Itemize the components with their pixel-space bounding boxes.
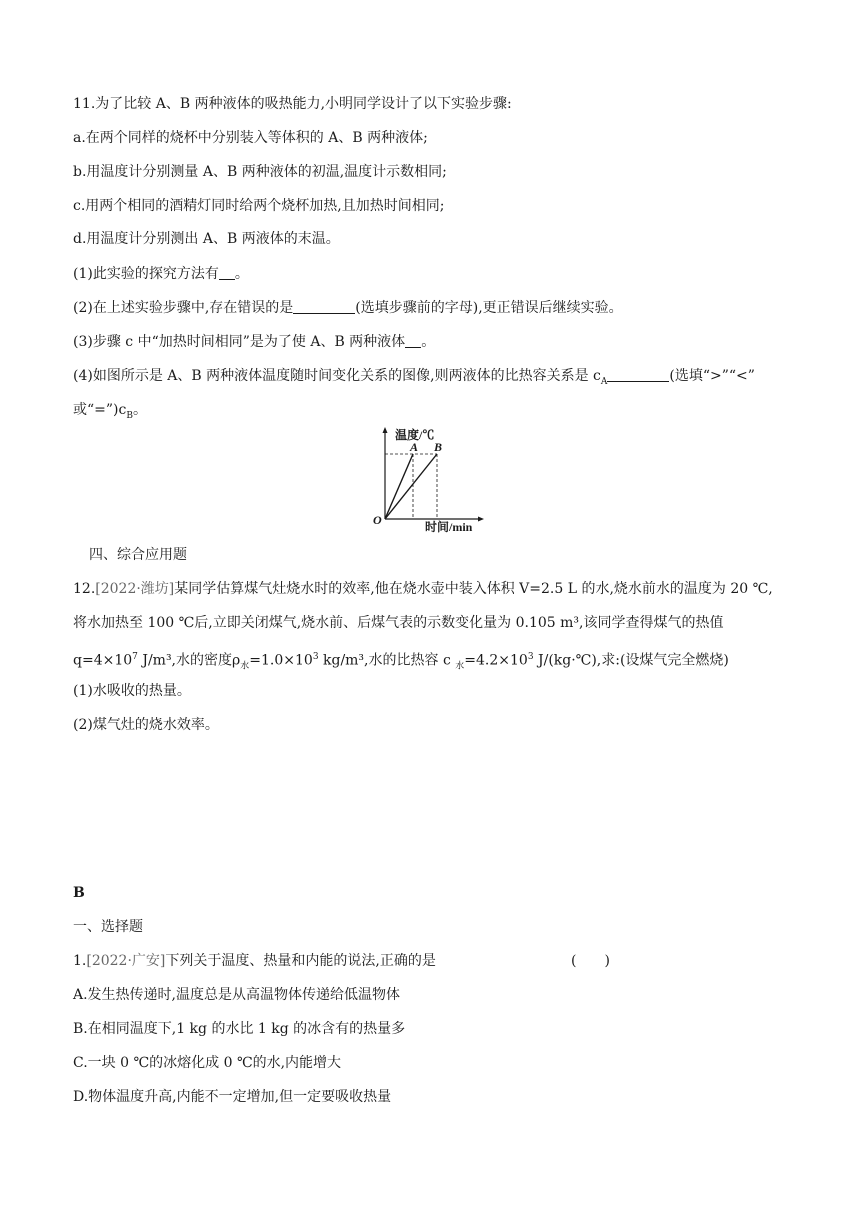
b-q1-option-b: B.在相同温度下,1 kg 的水比 1 kg 的冰含有的热量多 xyxy=(73,1021,406,1037)
q12-line3-seg: kg/m³,水的比热容 c xyxy=(318,652,456,669)
line-a-label: A xyxy=(410,440,419,454)
q12-source: [2022·潍坊] xyxy=(95,581,175,597)
line-b-label: B xyxy=(434,440,443,454)
q11-part1-end: 。 xyxy=(234,266,249,282)
section-label-b: B xyxy=(73,885,85,901)
superscript: 3 xyxy=(527,652,534,662)
origin-label: O xyxy=(373,513,382,527)
q11-part4-line2 xyxy=(73,400,147,426)
subscript-water: 水 xyxy=(455,661,465,672)
q11-part2-end: (选填步骤前的字母),更正错误后继续实验。 xyxy=(355,300,623,316)
q12-part1: (1)水吸收的热量。 xyxy=(73,683,191,699)
b-q1-option-c: C.一块 0 ℃的冰熔化成 0 ℃的水,内能增大 xyxy=(73,1055,342,1071)
q12-line3-seg: J/(kg·℃),求:(设煤气完全燃烧) xyxy=(533,652,729,669)
superscript: 7 xyxy=(132,652,138,662)
q12-part2: (2)煤气灶的烧水效率。 xyxy=(73,717,219,733)
b-q1-stem xyxy=(73,951,436,971)
section-title-4: 四、综合应用题 xyxy=(89,547,187,563)
q11-part4-text: (4)如图所示是 A、B 两种液体温度随时间变化关系的图像,则两液体的比热容关系是 c xyxy=(73,368,601,384)
q12-line3-seg: =1.0×10 xyxy=(249,652,313,669)
section-title-choice: 一、选择题 xyxy=(73,919,143,935)
b-q1-number: 1. xyxy=(73,953,87,969)
q11-part4 xyxy=(73,366,755,392)
q12-line1 xyxy=(73,579,773,599)
q12-number: 12. xyxy=(73,581,96,597)
b-q1-option-d: D.物体温度升高,内能不一定增加,但一定要吸收热量 xyxy=(73,1089,392,1105)
q12-line3 xyxy=(73,647,729,676)
q11-part2-text: (2)在上述实验步骤中,存在错误的是 xyxy=(73,300,294,316)
q11-part3-end: 。 xyxy=(421,334,436,350)
q11-step-c: c.用两个相同的酒精灯同时给两个烧杯加热,且加热时间相同; xyxy=(73,198,445,214)
y-axis-arrow-icon xyxy=(383,427,388,433)
q12-line3-seg: J/m³,水的密度ρ xyxy=(137,652,241,669)
answer-paren[interactable]: ( ) xyxy=(571,953,610,969)
b-q1-option-a: A.发生热传递时,温度总是从高温物体传递给低温物体 xyxy=(73,987,401,1003)
graph-svg xyxy=(373,425,485,537)
q11-step-b: b.用温度计分别测量 A、B 两种液体的初温,温度计示数相同; xyxy=(73,164,447,180)
q11-part1 xyxy=(73,264,249,284)
q11-stem: 11.为了比较 A、B 两种液体的吸热能力,小明同学设计了以下实验步骤: xyxy=(73,96,512,112)
temperature-time-graph xyxy=(373,425,485,537)
q12-line3-seg: q=4×10 xyxy=(73,652,133,669)
q11-part4-line2-end: 。 xyxy=(132,402,147,418)
answer-blank[interactable] xyxy=(293,299,355,314)
x-axis-label: 时间/min xyxy=(425,520,473,534)
line-b xyxy=(385,454,437,519)
y-axis-label: 温度/℃ xyxy=(395,428,435,442)
q11-part3-text: (3)步骤 c 中“加热时间相同”是为了使 A、B 两种液体 xyxy=(73,334,406,350)
q11-part2 xyxy=(73,298,623,318)
subscript-b: B xyxy=(126,410,133,421)
answer-blank[interactable] xyxy=(219,265,235,280)
subscript-water: 水 xyxy=(240,661,250,672)
line-a xyxy=(385,454,413,519)
q11-part4-line2-text: 或“=”)c xyxy=(73,402,127,418)
q12-line1-text: 某同学估算煤气灶烧水时的效率,他在烧水壶中装入体积 V=2.5 L 的水,烧水前水的温度为 20 ℃, xyxy=(174,581,773,597)
b-q1-stem-text: 下列关于温度、热量和内能的说法,正确的是 xyxy=(165,953,436,969)
q12-line2: 将水加热至 100 ℃后,立即关闭煤气,烧水前、后煤气表的示数变化量为 0.105 m³,该同学查得煤气的热值 xyxy=(73,615,724,631)
subscript-a: A xyxy=(600,376,608,387)
q11-part4-end: (选填“>”“<” xyxy=(669,368,755,384)
q12-line3-seg: =4.2×10 xyxy=(464,652,528,669)
q11-step-d: d.用温度计分别测出 A、B 两液体的末温。 xyxy=(73,231,340,247)
answer-blank[interactable] xyxy=(607,367,669,382)
q11-step-a: a.在两个同样的烧杯中分别装入等体积的 A、B 两种液体; xyxy=(73,130,428,146)
b-q1-source: [2022·广安] xyxy=(86,953,166,969)
superscript: 3 xyxy=(312,652,319,662)
q11-part1-text: (1)此实验的探究方法有 xyxy=(73,266,219,282)
answer-blank[interactable] xyxy=(405,333,421,348)
x-axis-arrow-icon xyxy=(478,517,484,522)
q11-part3 xyxy=(73,332,435,352)
